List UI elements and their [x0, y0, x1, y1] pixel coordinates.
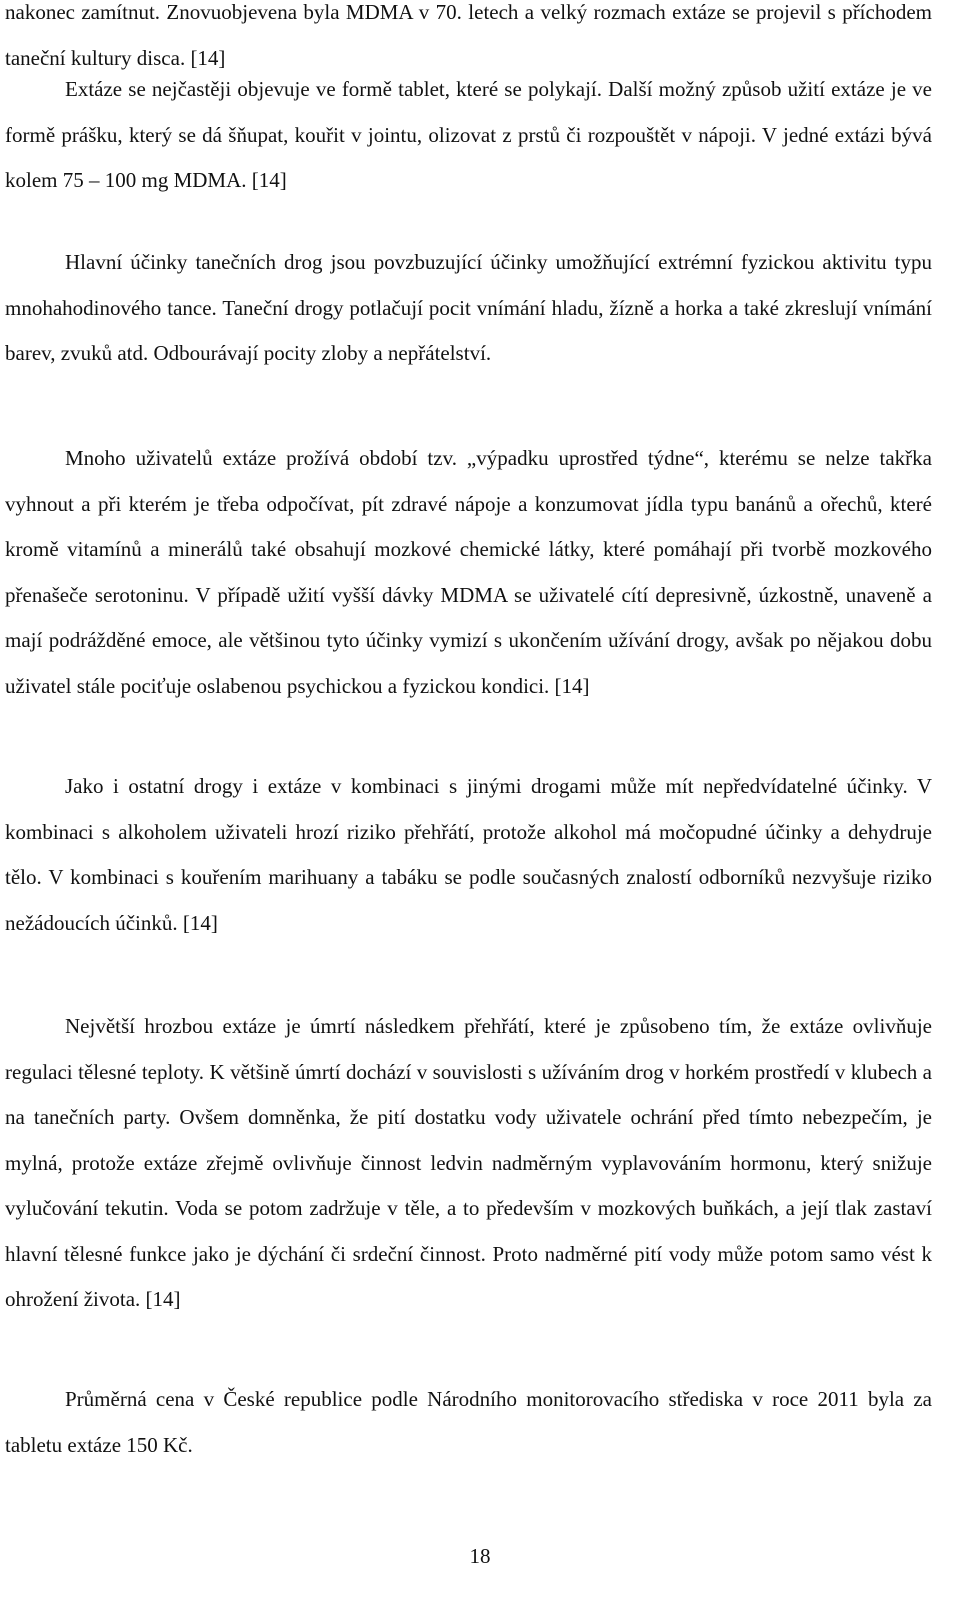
paragraph-forms-of-use: Extáze se nejčastěji objevuje ve formě tablet, které se polykají. Další možný způsob užití extáze je ve formě prášku, který se dá šňupat, kouřit v jointu, olizovat z prstů či rozpouštět v nápoji. V jedné extázi bývá kolem 75 – 100 mg MDMA. [14] — [5, 77, 932, 192]
paragraph-overheating: Největší hrozbou extáze je úmrtí následkem přehřátí, které je způsobeno tím, že extáze ovlivňuje regulaci tělesné teploty. K většině úmrtí dochází v souvislosti s užíváním drog v horkém prostředí v klubech a na tanečních party. Ovšem domněnka, že pití dostatku vody uživatele ochrání před tímto nebezpečím, je mylná, protože extáze zřejmě ovlivňuje činnost ledvin nadměrným vyplavováním hormonu, který snižuje vylučování tekutin. Voda se potom zadržuje v těle, a to především v mozkových buňkách, a její tlak zastaví hlavní tělesné funkce jako je dýchání či srdeční činnost. Proto nadměrné pití vody může potom samo vést k ohrožení života. [14] — [5, 1014, 932, 1311]
paragraph-continuation: nakonec zamítnut. Znovuobjevena byla MDMA v 70. letech a velký rozmach extáze se projevil s příchodem taneční kultury disca. [14] — [5, 0, 932, 70]
paragraph-price: Průměrná cena v České republice podle Národního monitorovacího střediska v roce 2011 byla za tabletu extáze 150 Kč. — [5, 1387, 932, 1457]
paragraph-midweek-crash: Mnoho uživatelů extáze prožívá období tzv. „výpadku uprostřed týdne“, kterému se nelze takřka vyhnout a při kterém je třeba odpočívat, pít zdravé nápoje a konzumovat jídla typu banánů a ořechů, které kromě vitamínů a minerálů také obsahují mozkové chemické látky, které pomáhají při tvorbě mozkového přenašeče serotoninu. V případě užití vyšší dávky MDMA se uživatelé cítí depresivně, úzkostně, unaveně a mají podrážděné emoce, ale většinou tyto účinky vymizí s ukončením užívání drogy, avšak po nějakou dobu uživatel stále pociťuje oslabenou psychickou a fyzickou kondici. [14] — [5, 446, 932, 698]
paragraph-combinations: Jako i ostatní drogy i extáze v kombinaci s jinými drogami může mít nepředvídatelné účinky. V kombinaci s alkoholem uživateli hrozí riziko přehřátí, protože alkohol má močopudné účinky a dehydruje tělo. V kombinaci s kouřením marihuany a tabáku se podle současných znalostí odborníků nezvyšuje riziko nežádoucích účinků. [14] — [5, 774, 932, 935]
paragraph-main-effects: Hlavní účinky tanečních drog jsou povzbuzující účinky umožňující extrémní fyzickou aktivitu typu mnohahodinového tance. Taneční drogy potlačují pocit vnímání hladu, žízně a horka a také zkreslují vnímání barev, zvuků atd. Odbourávají pocity zloby a nepřátelství. — [5, 250, 932, 365]
page-number: 18 — [469, 1544, 491, 1568]
